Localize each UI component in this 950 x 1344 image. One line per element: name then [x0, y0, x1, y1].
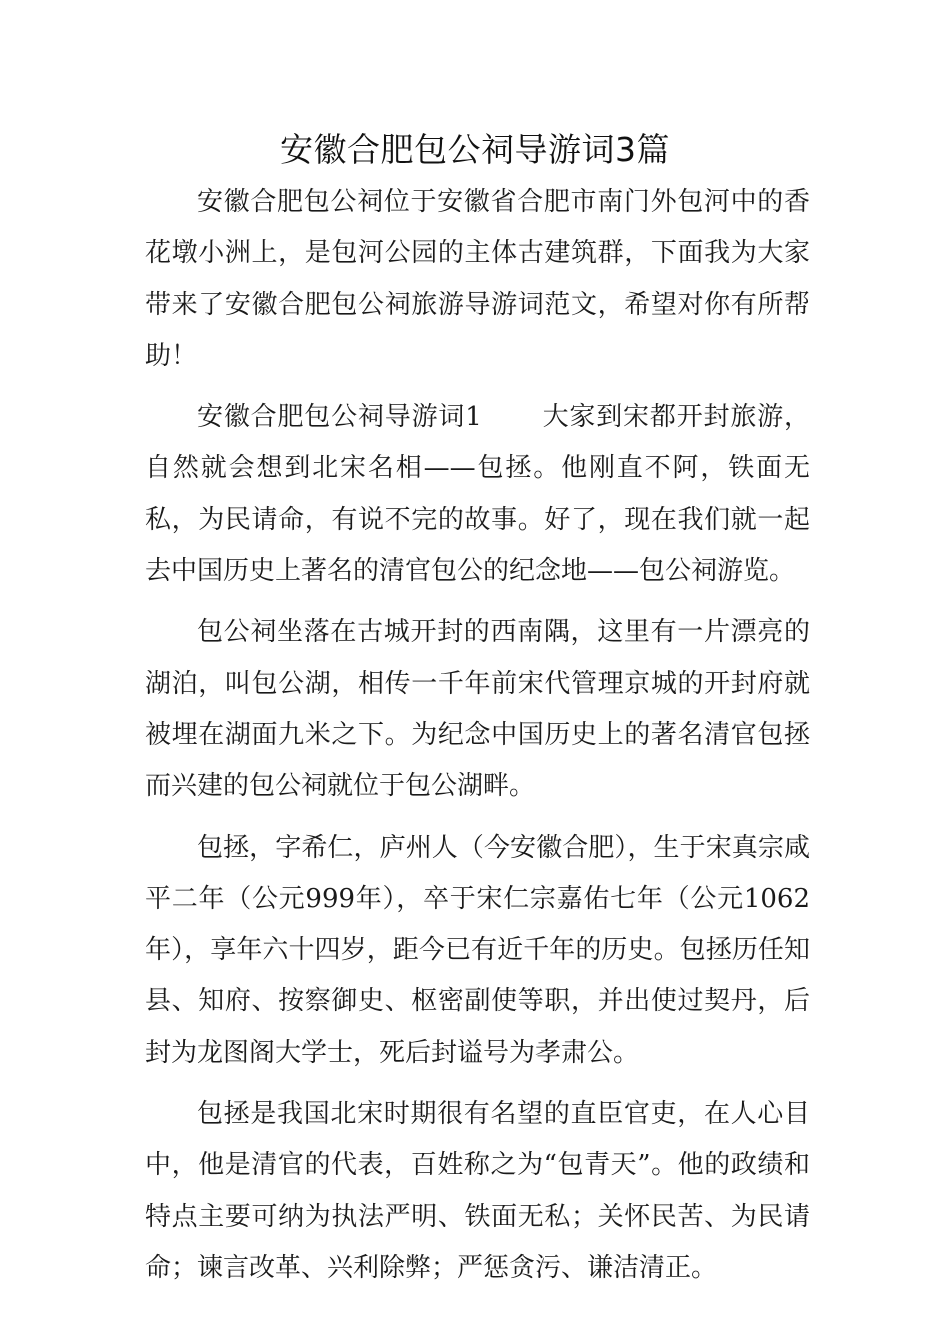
intro-paragraph: 安徽合肥包公祠位于安徽省合肥市南门外包河中的香花墩小洲上，是包河公园的主体古建筑群，下面我为大家带来了安徽合肥包公祠旅游导游词范文，希望对你有所帮助！	[145, 187, 810, 371]
section-1-heading: 安徽合肥包公祠导游词1	[197, 402, 482, 433]
section-1-text: 大家到宋都开封旅游，自然就会想到北宋名相——包拯。他刚直不阿，铁面无私，为民请命，有说不完的故事。好了，现在我们就一起去中国历史上著名的清官包公的纪念地——包公祠游览。	[145, 402, 810, 587]
document-body	[145, 177, 810, 1294]
section-1-paragraph	[145, 392, 810, 597]
document-title: 安徽合肥包公祠导游词3篇	[280, 130, 670, 169]
body-paragraph: 包拯是我国北宋时期很有名望的直臣官吏，在人心目中，他是清官的代表，百姓称之为“包青天”。他的政绩和特点主要可纳为执法严明、铁面无私；关怀民苦、为民请命；谏言改革、兴利除弊；严惩贪污、谦洁清正。	[145, 1099, 810, 1283]
body-paragraph: 包拯，字希仁，庐州人（今安徽合肥），生于宋真宗咸平二年（公元999年），卒于宋仁宗嘉佑七年（公元1062年），享年六十四岁，距今已有近千年的历史。包拯历任知县、知府、按察御史、枢密副使等职，并出使过契丹，后封为龙图阁大学士，死后封谥号为孝肃公。	[145, 832, 810, 1068]
body-paragraph: 包公祠坐落在古城开封的西南隅，这里有一片漂亮的湖泊，叫包公湖，相传一千年前宋代管理京城的开封府就被埋在湖面九米之下。为纪念中国历史上的著名清官包拯而兴建的包公祠就位于包公湖畔。	[145, 617, 810, 802]
